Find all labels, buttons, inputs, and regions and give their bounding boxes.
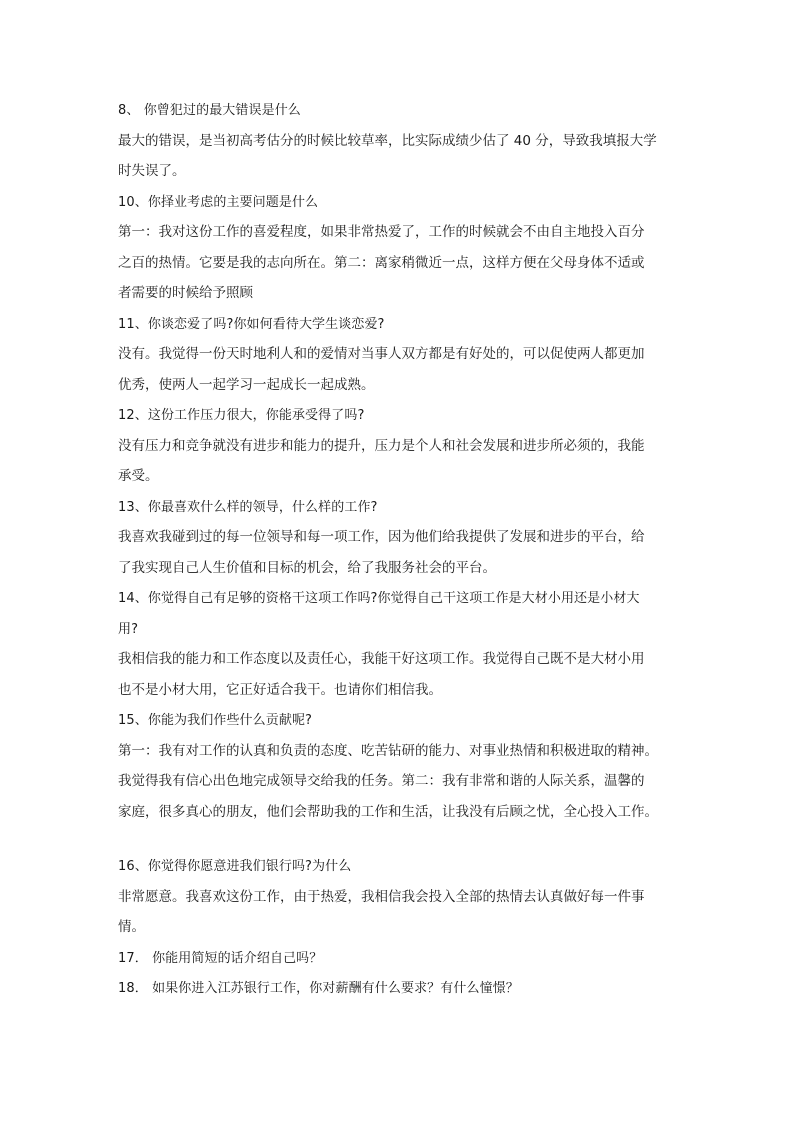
answer-12-line-1: 没有压力和竞争就没有进步和能力的提升，压力是个人和社会发展和进步所必须的，我能 bbox=[118, 437, 645, 454]
question-17: 17． 你能用简短的话介绍自己吗？ bbox=[118, 950, 323, 966]
question-8: 8、 你曾犯过的最大错误是什么 bbox=[118, 103, 301, 118]
answer-13-line-2: 了我实现自己人生价值和目标的机会，给了我服务社会的平台。 bbox=[118, 559, 496, 576]
answer-14-line-2: 也不是小材大用，它正好适合我干。也请你们相信我。 bbox=[118, 681, 442, 698]
paragraph-gap bbox=[118, 834, 678, 858]
document-page bbox=[118, 102, 678, 1011]
question-15: 15、你能为我们作些什么贡献呢? bbox=[118, 713, 313, 728]
question-16: 16、你觉得你愿意进我们银行吗?为什么 bbox=[118, 859, 352, 874]
answer-8-line-1: 最大的错误，是当初高考估分的时候比较草率，比实际成绩少估了 40 分，导致我填报大学 bbox=[118, 132, 657, 149]
question-14-line-1: 14、你觉得自己有足够的资格干这项工作吗?你觉得自己干这项工作是大材小用还是小材大 bbox=[118, 591, 640, 606]
answer-15-line-2: 我觉得我有信心出色地完成领导交给我的任务。第二：我有非常和谐的人际关系，温馨的 bbox=[118, 773, 645, 789]
answer-15-line-3: 家庭，很多真心的朋友，他们会帮助我的工作和生活，让我没有后顾之忧，全心投入工作。 bbox=[118, 803, 658, 820]
question-14-line-2: 用? bbox=[118, 621, 139, 637]
answer-8-line-2: 时失误了。 bbox=[118, 163, 186, 179]
answer-13-line-1: 我喜欢我碰到过的每一位领导和每一项工作，因为他们给我提供了发展和进步的平台，给 bbox=[118, 529, 645, 545]
answer-14-line-1: 我相信我的能力和工作态度以及责任心，我能干好这项工作。我觉得自己既不是大材小用 bbox=[118, 651, 645, 667]
question-13: 13、你最喜欢什么样的领导，什么样的工作? bbox=[118, 499, 378, 515]
question-12: 12、这份工作压力很大，你能承受得了吗? bbox=[118, 408, 365, 423]
answer-10-line-3: 者需要的时候给予照顾 bbox=[118, 285, 253, 301]
answer-15-line-1: 第一：我有对工作的认真和负责的态度、吃苦钻研的能力、对事业热情和积极进取的精神。 bbox=[118, 742, 658, 759]
question-10: 10、你择业考虑的主要问题是什么 bbox=[118, 194, 319, 210]
question-18: 18． 如果你进入江苏银行工作，你对薪酬有什么要求？有什么憧憬？ bbox=[118, 981, 519, 996]
answer-10-line-2: 之百的热情。它要是我的志向所在。第二：离家稍微近一点，这样方便在父母身体不适或 bbox=[118, 254, 645, 271]
question-11: 11、你谈恋爱了吗?你如何看待大学生谈恋爱? bbox=[118, 316, 385, 332]
answer-16-line-1: 非常愿意。我喜欢这份工作，由于热爱，我相信我会投入全部的热情去认真做好每一件事 bbox=[118, 888, 645, 905]
answer-12-line-2: 承受。 bbox=[118, 468, 159, 484]
answer-11-line-1: 没有。我觉得一份天时地利人和的爱情对当事人双方都是有好处的，可以促使两人都更加 bbox=[118, 346, 645, 362]
answer-10-line-1: 第一：我对这份工作的喜爱程度，如果非常热爱了，工作的时候就会不由自主地投入百分 bbox=[118, 224, 645, 240]
answer-11-line-2: 优秀，使两人一起学习一起成长一起成熟。 bbox=[118, 376, 375, 393]
answer-16-line-2: 情。 bbox=[118, 919, 145, 935]
